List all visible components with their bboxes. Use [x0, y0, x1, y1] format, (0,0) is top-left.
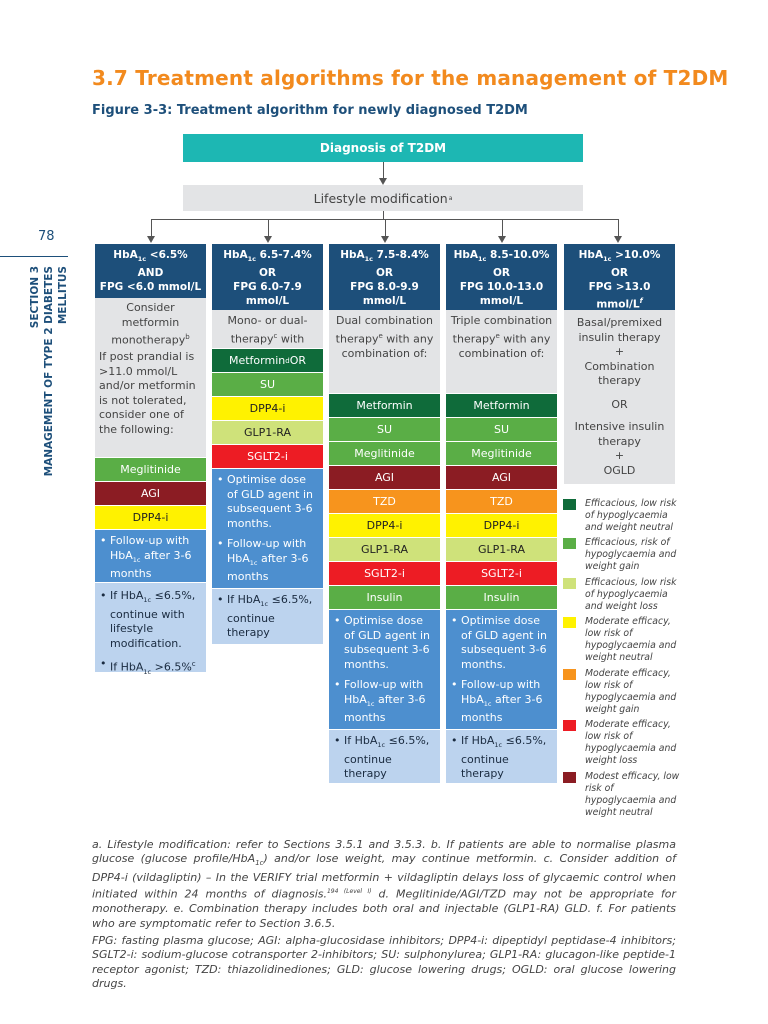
connector-line	[618, 219, 619, 236]
page-divider	[0, 256, 68, 257]
drug-agi: AGI	[446, 465, 557, 489]
drug-dpp4-i: DPP4-i	[446, 513, 557, 537]
connector-line	[268, 219, 269, 236]
legend-swatch	[563, 617, 576, 628]
lifestyle-footnote-mark: a	[448, 194, 453, 202]
arrow-icon	[379, 178, 387, 185]
connector-line	[151, 219, 152, 236]
drug-dpp4-i: DPP4-i	[329, 513, 440, 537]
legend-swatch	[563, 772, 576, 783]
connector-line	[383, 211, 384, 219]
drug-glp1-ra: GLP1-RA	[446, 537, 557, 561]
drug-su: SU	[446, 417, 557, 441]
column-header: HbA$_{1c}$ 7.5-8.4% OR FPG 8.0-9.9 mmol/L	[329, 244, 440, 310]
therapy-recommendation: Triple combination therapy$^e$ with any combination of:	[446, 310, 557, 393]
therapy-recommendation: Dual combination therapy$^e$ with any combination of:	[329, 310, 440, 393]
drug-tzd: TZD	[446, 489, 557, 513]
drug-glp1-ra: GLP1-RA	[212, 420, 323, 444]
drug-sglt2-i: SGLT2-i	[329, 561, 440, 585]
arrow-icon	[381, 236, 389, 243]
continue-box: • If HbA$_{1c}$ ≤6.5%, continue therapy	[329, 729, 440, 783]
column-hba1c-8-5-to-10-0	[446, 244, 557, 783]
arrow-icon	[498, 236, 506, 243]
drug-sglt2-i: SGLT2-i	[212, 444, 323, 468]
column-header: HbA$_{1c}$ 6.5-7.4% OR FPG 6.0-7.9 mmol/L	[212, 244, 323, 310]
diagnosis-box: Diagnosis of T2DM	[183, 134, 583, 162]
drug-meglitinide: Meglitinide	[446, 441, 557, 465]
drug-agi: AGI	[95, 481, 206, 505]
column-hba1c-6-5-to-7-4	[212, 244, 323, 644]
drug-insulin: Insulin	[329, 585, 440, 609]
therapy-recommendation: Consider metformin monotherapy$^b$	[95, 298, 206, 348]
side-section-number: SECTION 3	[29, 266, 41, 329]
arrow-icon	[147, 236, 155, 243]
follow-up-box: • Follow-up with HbA$_{1c}$ after 3-6 months	[95, 529, 206, 582]
column-hba1c-above-10	[564, 244, 675, 484]
drug-meglitinide: Meglitinide	[95, 457, 206, 481]
drug-metformin: Metformin	[329, 393, 440, 417]
continue-box: • If HbA$_{1c}$ ≤6.5%, continue therapy	[446, 729, 557, 783]
drug-dpp4-i: DPP4-i	[212, 396, 323, 420]
legend-swatch	[563, 669, 576, 680]
optimise-box: • Optimise dose of GLD agent in subsequent 3-6 months. • Follow-up with HbA$_{1c}$ after 3-6 months	[212, 468, 323, 588]
connector-line	[385, 219, 386, 236]
figure-caption: Figure 3-3: Treatment algorithm for newly diagnosed T2DM	[92, 103, 528, 118]
lifestyle-label: Lifestyle modification	[313, 190, 448, 206]
continue-box: • If HbA$_{1c}$ ≤6.5%, continue therapy	[212, 588, 323, 644]
drug-metformin: Metformin d OR	[212, 348, 323, 372]
column-header: HbA$_{1c}$ <6.5% AND FPG <6.0 mmol/L	[95, 244, 206, 298]
legend-swatch	[563, 720, 576, 731]
insulin-therapy-box: Basal/premixed insulin therapy + Combination therapy OR Intensive insulin therapy + OGLD	[564, 310, 675, 484]
drug-insulin: Insulin	[446, 585, 557, 609]
page-number: 78	[38, 229, 55, 244]
continue-box: • If HbA$_{1c}$ ≤6.5%, continue with lifestyle modification. • If HbA$_{1c}$ >6.5%$^c$	[95, 582, 206, 672]
drug-meglitinide: Meglitinide	[329, 441, 440, 465]
optimise-box: • Optimise dose of GLD agent in subsequent 3-6 months. • Follow-up with HbA$_{1c}$ after 3-6 months	[329, 609, 440, 729]
drug-su: SU	[329, 417, 440, 441]
legend-swatch	[563, 538, 576, 549]
legend-swatch	[563, 499, 576, 510]
arrow-icon	[614, 236, 622, 243]
connector-line	[502, 219, 503, 236]
drug-tzd: TZD	[329, 489, 440, 513]
connector-line	[383, 162, 384, 178]
column-header: HbA$_{1c}$ >10.0% OR FPG >13.0 mmol/$L^f$	[564, 244, 675, 310]
drug-agi: AGI	[329, 465, 440, 489]
lifestyle-box	[183, 185, 583, 211]
legend-swatch	[563, 578, 576, 589]
therapy-condition: If post prandial is >11.0 mmol/L and/or metformin is not tolerated, consider one of the following:	[95, 348, 206, 457]
abbreviations: FPG: fasting plasma glucose; AGI: alpha-glucosidase inhibitors; DPP4-i: dipeptidyl peptidase-4 inhibitors; SGLT2-i: sodium-glucose cotransporter 2-inhibitors; SU: sulphonylurea; GLP1-RA: glucagon-like peptide-1 receptor agonist; TZD: thiazolidinediones; GLD: glucose lowering drugs; OGLD: oral glucose lowering drugs.	[92, 934, 676, 991]
arrow-icon	[264, 236, 272, 243]
column-hba1c-7-5-to-8-4	[329, 244, 440, 783]
side-section-name: MANAGEMENT OF TYPE 2 DIABETES MELLITUS	[43, 266, 69, 477]
side-section-label	[28, 266, 70, 538]
drug-metformin: Metformin	[446, 393, 557, 417]
drug-sglt2-i: SGLT2-i	[446, 561, 557, 585]
therapy-recommendation: Mono- or dual-therapy$^c$ with	[212, 310, 323, 348]
footnotes: a. Lifestyle modification: refer to Sections 3.5.1 and 3.5.3. b. If patients are able to normalise plasma glucose (glucose profile/HbA$_{1c}$) and/or lose weight, may continue metformin. c. Consider addition of DPP4-i (vildagliptin) – In the VERIFY trial metformin + vildagliptin delays loss of glycaemic control when initiated within 24 months of diagnosis.$^{194 (Level I)}$ d. Meglitinide/AGI/TZD may not be appropriate for monotherapy. e. Combination therapy includes both oral and injectable (GLP1-RA) GLD. f. For patients who are symptomatic refer to Section 3.6.5.	[92, 838, 676, 930]
section-title: 3.7 Treatment algorithms for the management of T2DM	[92, 66, 729, 90]
optimise-box: • Optimise dose of GLD agent in subsequent 3-6 months. • Follow-up with HbA$_{1c}$ after 3-6 months	[446, 609, 557, 729]
column-hba1c-below-6-5	[95, 244, 206, 677]
column-header: HbA$_{1c}$ 8.5-10.0% OR FPG 10.0-13.0 mmol/L	[446, 244, 557, 310]
drug-su: SU	[212, 372, 323, 396]
drug-glp1-ra: GLP1-RA	[329, 537, 440, 561]
drug-dpp4-i: DPP4-i	[95, 505, 206, 529]
